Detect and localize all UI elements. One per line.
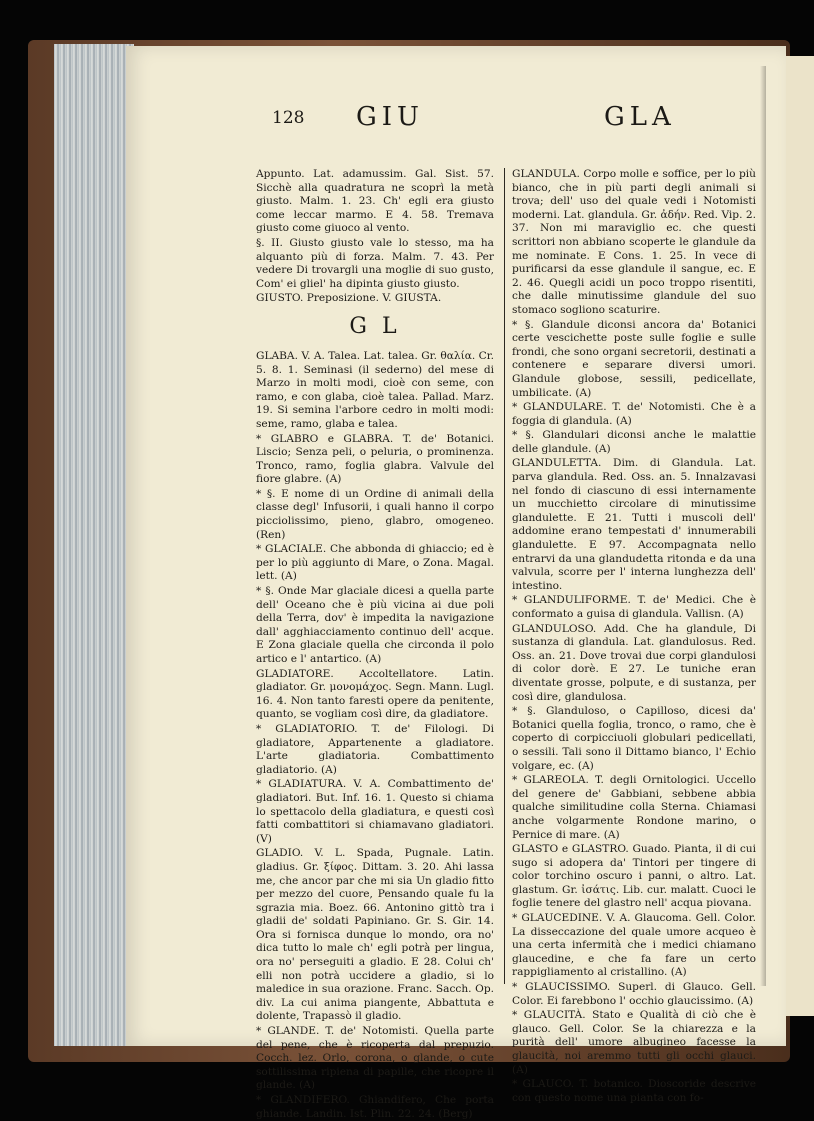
entry-paragraph: * GLAREOLA. T. degli Ornitologici. Uccello del genere de' Gabbiani, sebbene abbia qualche similitudine colla Sterna. Chiamasi anche volgarmente Rondone marino, o Pernice di mare. (A) — [512, 774, 756, 841]
entry-paragraph: * GLABRO e GLABRA. T. de' Botanici. Liscio; Senza peli, o peluria, o prominenza. Tronco, ramo, foglia glabra. Valvule del fiore glabre. (A) — [256, 432, 494, 486]
entry-paragraph: * GLACIALE. Che abbonda di ghiaccio; ed è per lo più aggiunto di Mare, o Zona. Magal. lett. (A) — [256, 543, 494, 583]
entry-paragraph: * GLAUCISSIMO. Superl. di Glauco. Gell. Color. Ei farebbono l' occhio glaucissimo. (A) — [512, 981, 756, 1007]
entry-paragraph: GLANDULA. Corpo molle e soffice, per lo più bianco, che in più parti degli animali si trova; dell' uso del quale vedi i Notomisti moderni. Lat. glandula. Gr. ἀδήν. Red. Vip. 2. 37. Non mi maraviglio ec. che questi scrittori non abbiano scoperte le glandule da me nominate. E Cons. 1. 25. In vece di purificarsi da esse glandule il sangue, ec. E 2. 46. Quegli acidi un poco troppo risentiti, che dalle minutissime glandule del suo stomaco sogliono scaturire. — [512, 168, 756, 316]
entry-paragraph: GLADIATORE. Accoltellatore. Latin. gladiator. Gr. μονομάχος. Segn. Mann. Lugl. 16. 4. Non tanto faresti opere da penitente, quanto, se vogliam così dire, da gladiatore. — [256, 667, 494, 721]
right-column — [512, 168, 756, 1104]
entry-paragraph: * §. Glandule diconsi ancora da' Botanici certe vescichette poste sulle foglie e sulle frondi, che sono organi secretorii, destinati a contenere e separare diversi umori. Glandule globose, sessili, pedicellate, umbilicate. (A) — [512, 318, 756, 399]
page-edges — [54, 44, 134, 1046]
entry-paragraph: * §. E nome di un Ordine di animali della classe degl' Infusorii, i quali hanno il corpo picciolissimo, pieno, glabro, omogeneo. (Ren) — [256, 487, 494, 541]
entry-paragraph: * GLANDE. T. de' Notomisti. Quella parte del pene, che è ricoperta dal prepuzio. Cocch. lez. Orlo, corona, o glande, o cute sottilissima ripiena di papille, che ricopre il glande. (A) — [256, 1025, 494, 1092]
column-divider — [504, 168, 505, 984]
entry-paragraph: GLANDULOSO. Add. Che ha glandule, Di sustanza di glandula. Lat. glandulosus. Red. Oss. an. 21. Dove trovai due corpi glandulosi di color dorè. E 27. Le tuniche eran diventate grosse, polpute, e di sustanza, per così dire, glandulosa. — [512, 622, 756, 703]
entry-paragraph: * §. Onde Mar glaciale dicesi a quella parte dell' Oceano che è più vicina ai due poli della Terra, dov' è impedita la navigazione dall' agghiacciamento continuo dell' acque. E Zona glaciale quella che circonda il polo artico e l' antartico. (A) — [256, 585, 494, 665]
entry-paragraph: * GLANDULIFORME. T. de' Medici. Che è conformato a guisa di glandula. Vallisn. (A) — [512, 594, 756, 620]
running-head-left: GIU — [356, 102, 424, 132]
entry-paragraph: * GLANDULARE. T. de' Notomisti. Che è a foggia di glandula. (A) — [512, 401, 756, 427]
running-head — [126, 104, 786, 144]
entry-paragraph: GLABA. V. A. Talea. Lat. talea. Gr. θαλία. Cr. 5. 8. 1. Seminasi (il sederno) del mese di Marzo in molti modi, cioè con seme, con ramo, e con glaba, cioè talea. Pallad. Marz. 19. Si semina l'arbore cedro in molti modi: seme, ramo, glaba e talea. — [256, 349, 494, 430]
entry-paragraph: GIUSTO. Preposizione. V. GIUSTA. — [256, 292, 442, 305]
page-curl-shadow — [760, 66, 766, 986]
entry-paragraph: * GLANDIFERO. Ghiandifero, Che porta ghiande. Landin. Ist. Plin. 22. 24. (Berg) — [256, 1094, 494, 1120]
page-number: 128 — [272, 108, 305, 128]
entry-paragraph: §. II. Giusto giusto vale lo stesso, ma ha alquanto più di forza. Malm. 7. 43. Per vedere Di trovargli una moglie di suo gusto, Com' ei gliel' ha dipinta giusto giusto. — [256, 236, 494, 290]
entry-paragraph: * GLAUCITÀ. Stato e Qualità di ciò che è glauco. Gell. Color. Se la chiarezza e la purità dell' umore albugineo facesse la glaucità, noi aremmo tutti gli occhi glauci. (A) — [512, 1009, 756, 1076]
left-column — [256, 168, 494, 1120]
running-head-right: GLA — [604, 102, 676, 132]
entry-paragraph: * GLAUCO. T. botanico. Dioscoride descrive con questo nome una pianta con fo- — [512, 1078, 756, 1104]
entry-paragraph: GLANDULETTA. Dim. di Glandula. Lat. parva glandula. Red. Oss. an. 5. Innalzavasi nel fondo di ciascuno di essi internamente un mucchietto circolare di minutissime glandulette. E 21. Tutti i muscoli dell' addomine erano tempestati d' innumerabili glandulette. E 97. Accompagnata nello entrarvi da una glandudetta ritonda e da una valvula, scorre per l' interna lunghezza dell' intestino. — [512, 457, 756, 592]
section-heading: G L — [349, 313, 401, 339]
entry-paragraph: * GLADIATORIO. T. de' Filologi. Di gladiatore, Appartenente a gladiatore. L'arte gladiatoria. Combattimento gladiatorio. (A) — [256, 722, 494, 776]
entry-paragraph: GLASTO e GLASTRO. Guado. Pianta, il di cui sugo si adopera da' Tintori per tingere di color torchino oscuro i panni, o altro. Lat. glastum. Gr. ἰσάτις. Lib. cur. malatt. Cuoci le foglie tenere del glastro nell' acqua piovana. — [512, 843, 756, 910]
entry-paragraph: * GLADIATURA. V. A. Combattimento de' gladiatori. But. Inf. 16. 1. Questo si chiama lo spettacolo della gladiatura, e questi così fatti combattitori si chiamavano gladiatori. (V) — [256, 778, 494, 845]
entry-paragraph: * GLAUCEDINE. V. A. Glaucoma. Gell. Color. La disseccazione del quale umore acqueo è una certa infermità che i medici chiamano glaucedine, e che fa fare un certo rappigliamento al cristallino. (A) — [512, 912, 756, 979]
entry-paragraph: * §. Glandulari diconsi anche le malattie delle glandule. (A) — [512, 429, 756, 455]
entry-paragraph: Appunto. Lat. adamussim. Gal. Sist. 57. Sicchè alla quadratura ne scoprì la metà giusto. Malm. 1. 23. Ch' egli era giusto come leccar marmo. E 4. 58. Tremava giusto come giuoco al vento. — [256, 168, 494, 235]
book-page — [126, 46, 786, 1120]
entry-paragraph: GLADIO. V. L. Spada, Pugnale. Latin. gladius. Gr. ξίφος. Dittam. 3. 20. Ahi lassa me, che ancor par che mi sia Un gladio fitto per mezzo del cuore, Pensando quale fu la sgrazia mia. Boez. 66. Antonino gittò tra i gladii de' soldati Papiniano. Gr. S. Gir. 14. Ora si fornisca dunque lo mondo, ora no' dica tutto lo male ch' egli potrà per lingua, ora no' perseguiti a gladio. E 28. Colui ch' elli non potrà uccidere a gladio, si lo maledice in sua orazione. Franc. Sacch. Op. div. La cui anima piangente, Abbattuta e dolente, Trapassò il gladio. — [256, 847, 494, 1023]
entry-paragraph: * §. Glanduloso, o Capilloso, dicesi da' Botanici quella foglia, tronco, o ramo, che è coperto di corpicciuoli globulari pedicellati, o sessili. Tali sono il Dittamo bianco, l' Echio volgare, ec. (A) — [512, 705, 756, 772]
